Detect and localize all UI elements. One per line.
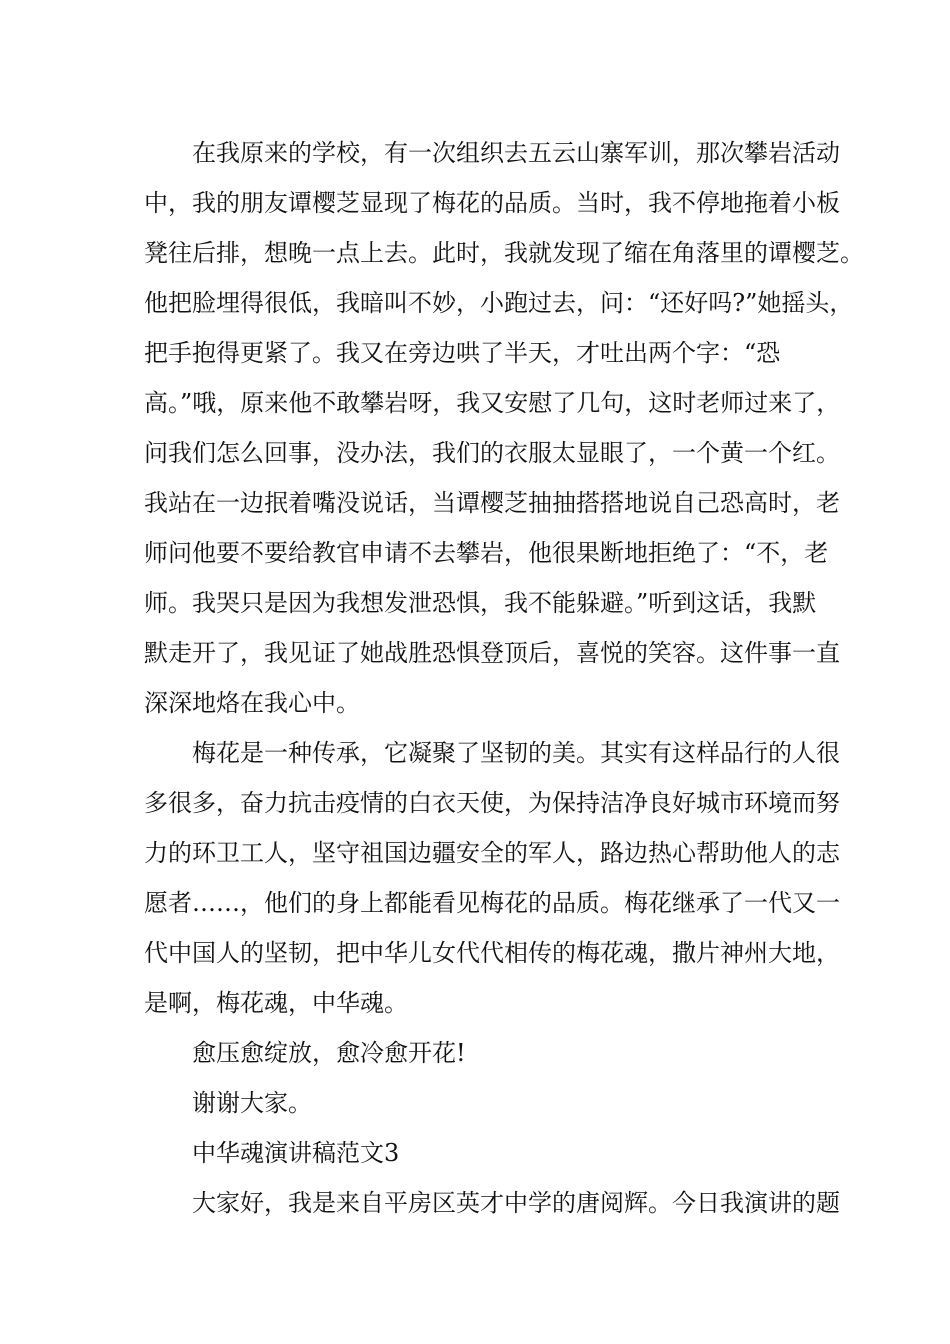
closing-thanks: 谢谢大家。	[192, 1089, 312, 1117]
document-body	[144, 128, 864, 1228]
closing-slogan: 愈压愈绽放，愈冷愈开花!	[192, 1039, 466, 1067]
paragraph-line: 默走开了，我见证了她战胜恐惧登顶后，喜悦的笑容。这件事一直	[144, 639, 840, 667]
paragraph-line: 他把脸埋得很低，我暗叫不妙，小跑过去，问：“还好吗?”她摇头，	[144, 289, 854, 317]
section-heading: 中华魂演讲稿范文3	[192, 1139, 400, 1167]
paragraph-line: 高。”哦，原来他不敢攀岩呀，我又安慰了几句，这时老师过来了，	[144, 389, 841, 417]
paragraph-line: 力的环卫工人，坚守祖国边疆安全的军人，路边热心帮助他人的志	[144, 839, 840, 867]
paragraph-training-story	[144, 128, 864, 728]
paragraph-line: 愿者……，他们的身上都能看见梅花的品质。梅花继承了一代又一	[144, 889, 840, 917]
paragraph-line: 问我们怎么回事，没办法，我们的衣服太显眼了，一个黄一个红。	[144, 439, 840, 467]
paragraph-line: 是啊，梅花魂，中华魂。	[144, 989, 408, 1017]
paragraph-plum-blossom	[144, 728, 840, 1028]
paragraph-line: 师。我哭只是因为我想发泄恐惧，我不能躲避。”听到这话，我默	[144, 589, 817, 617]
paragraph-line: 把手抱得更紧了。我又在旁边哄了半天，才吐出两个字：“恐	[144, 339, 781, 367]
paragraph-line: 中，我的朋友谭樱芝显现了梅花的品质。当时，我不停地拖着小板	[144, 189, 840, 217]
paragraph-line: 深深地烙在我心中。	[144, 689, 360, 717]
paragraph-line: 多很多，奋力抗击疫情的白衣天使，为保持洁净良好城市环境而努	[144, 789, 840, 817]
paragraph-line: 凳往后排，想晚一点上去。此时，我就发现了缩在角落里的谭樱芝。	[144, 239, 864, 267]
paragraph-line: 代中国人的坚韧，把中华儿女代代相传的梅花魂，撒片神州大地，	[144, 939, 840, 967]
paragraph-line: 我站在一边抿着嘴没说话，当谭樱芝抽抽搭搭地说自己恐高时，老	[144, 489, 840, 517]
paragraph-line: 梅花是一种传承，它凝聚了坚韧的美。其实有这样品行的人很	[192, 739, 840, 767]
paragraph-line: 在我原来的学校，有一次组织去五云山寨军训，那次攀岩活动	[192, 139, 840, 167]
paragraph-line: 大家好，我是来自平房区英才中学的唐阅辉。今日我演讲的题	[192, 1189, 840, 1217]
paragraph-speech-intro	[144, 1178, 840, 1228]
paragraph-line: 师问他要不要给教官申请不去攀岩，他很果断地拒绝了：“不，老	[144, 539, 829, 567]
